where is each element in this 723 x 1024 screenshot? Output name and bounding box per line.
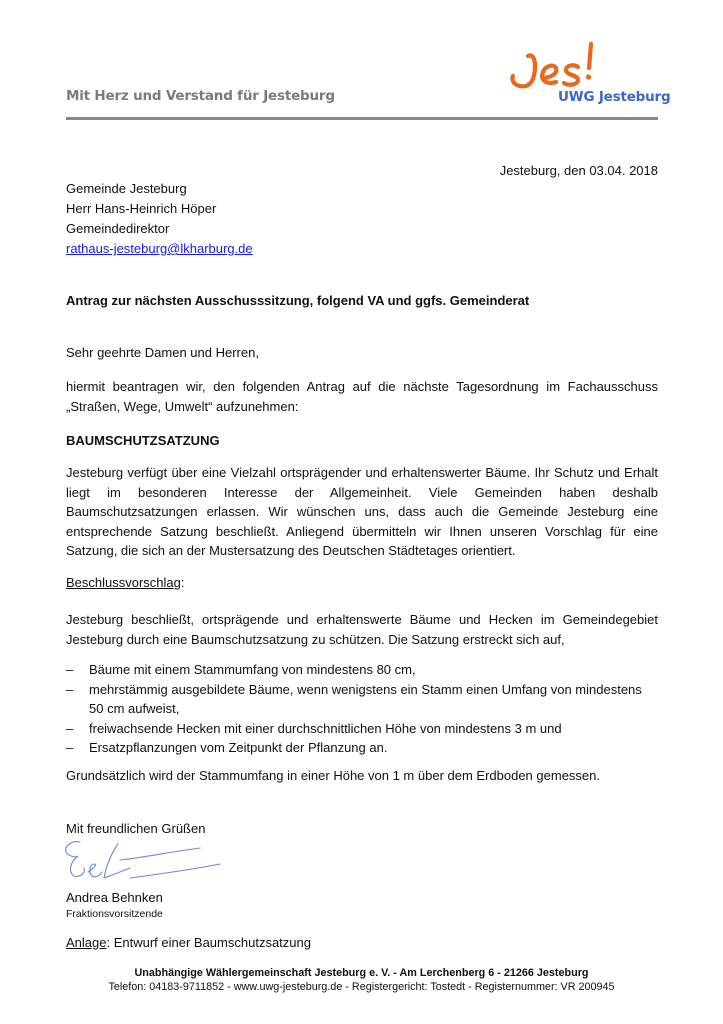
- list-item: [66, 660, 658, 680]
- recipient-address: [66, 179, 253, 259]
- dash-bullet: –: [66, 681, 74, 697]
- closing-line: Mit freundlichen Grüßen: [66, 821, 206, 836]
- recipient-line-2: Herr Hans-Heinrich Höper: [66, 201, 217, 216]
- footer-organization: Unabhängige Wählergemeinschaft Jesteburg e. V. - Am Lerchenberg 6 - 21266 Jesteburg: [134, 967, 589, 979]
- recipient-line-3: Gemeindedirektor: [66, 221, 170, 236]
- attachment-text: : Entwurf einer Baumschutzsatzung: [106, 935, 311, 950]
- recipient-line-1: Gemeinde Jesteburg: [66, 181, 187, 196]
- subject-line: Antrag zur nächsten Ausschusssitzung, folgend VA und ggfs. Gemeinderat: [66, 293, 530, 308]
- signer-name: Andrea Behnken: [66, 890, 163, 905]
- body-paragraph: Jesteburg verfügt über eine Vielzahl ortsprägender und erhaltenswerter Bäume. Ihr Schutz und Erhalt liegt im besonderen Interesse der Allgemeinheit. Viele Gemeinden haben deshalb Baumschutzsatzungen erlassen. Wir wünschen uns, dass auch die Gemeinde Jesteburg eine entsprechende Satzung beschließt. Anliegend übermitteln wir Ihnen unseren Vorschlag für eine Satzung, die sich an der Mustersatzung des Deutschen Städtetages orientiert.: [66, 465, 658, 558]
- salutation: Sehr geehrte Damen und Herren,: [66, 345, 259, 360]
- proposal-label-line: [66, 573, 658, 593]
- dash-bullet: –: [66, 740, 74, 755]
- list-item: [66, 680, 658, 719]
- list-item-text: freiwachsende Hecken mit einer durchschnittlichen Höhe von mindestens 3 m und: [89, 720, 562, 736]
- attachment-label: Anlage: [66, 935, 107, 950]
- proposal-text: Jesteburg beschließt, ortsprägende und erhaltenswerte Bäume und Hecken im Gemeindegebiet Jesteburg durch eine Baumschutzsatzung zu schützen. Die Satzung erstreckt sich auf,: [66, 612, 658, 647]
- letterhead-tagline: Mit Herz und Verstand für Jesteburg: [66, 88, 335, 104]
- dash-bullet: –: [66, 720, 74, 736]
- footer-contact: Telefon: 04183-9711852 - www.uwg-jesteburg.de - Registergericht: Tostedt - Registernummer: VR 200945: [108, 981, 615, 993]
- intro-paragraph: hiermit beantragen wir, den folgenden Antrag auf die nächste Tagesordnung im Fachausschuss „Straßen, Wege, Umwelt“ aufzunehmen:: [66, 379, 658, 414]
- signature-icon: [60, 838, 260, 898]
- list-item-text: Ersatzpflanzungen vom Zeitpunkt der Pflanzung an.: [89, 740, 388, 755]
- list-item-text: Bäume mit einem Stammumfang von mindestens 80 cm,: [89, 662, 416, 677]
- attachment-line: [66, 935, 311, 950]
- section-heading: BAUMSCHUTZSATZUNG: [66, 433, 220, 448]
- signer-role: Fraktionsvorsitzende: [66, 908, 163, 920]
- proposal-colon: :: [180, 575, 185, 590]
- logo-subtitle: UWG Jesteburg: [558, 89, 671, 105]
- list-item: [66, 719, 658, 739]
- dash-bullet: –: [66, 662, 74, 677]
- list-item: [66, 738, 658, 758]
- header-divider: [66, 117, 658, 120]
- measurement-note: Grundsätzlich wird der Stammumfang in einer Höhe von 1 m über dem Erdboden gemessen.: [66, 768, 600, 783]
- proposal-label: Beschlussvorschlag: [66, 575, 181, 590]
- proposal-list: [66, 660, 658, 758]
- list-item-text: mehrstämmig ausgebildete Bäume, wenn wenigstens ein Stamm einen Umfang von mindestens 50 cm aufweist,: [89, 681, 642, 716]
- date-line: Jesteburg, den 03.04. 2018: [499, 163, 658, 178]
- recipient-email-link[interactable]: rathaus-jesteburg@lkharburg.de: [66, 241, 253, 256]
